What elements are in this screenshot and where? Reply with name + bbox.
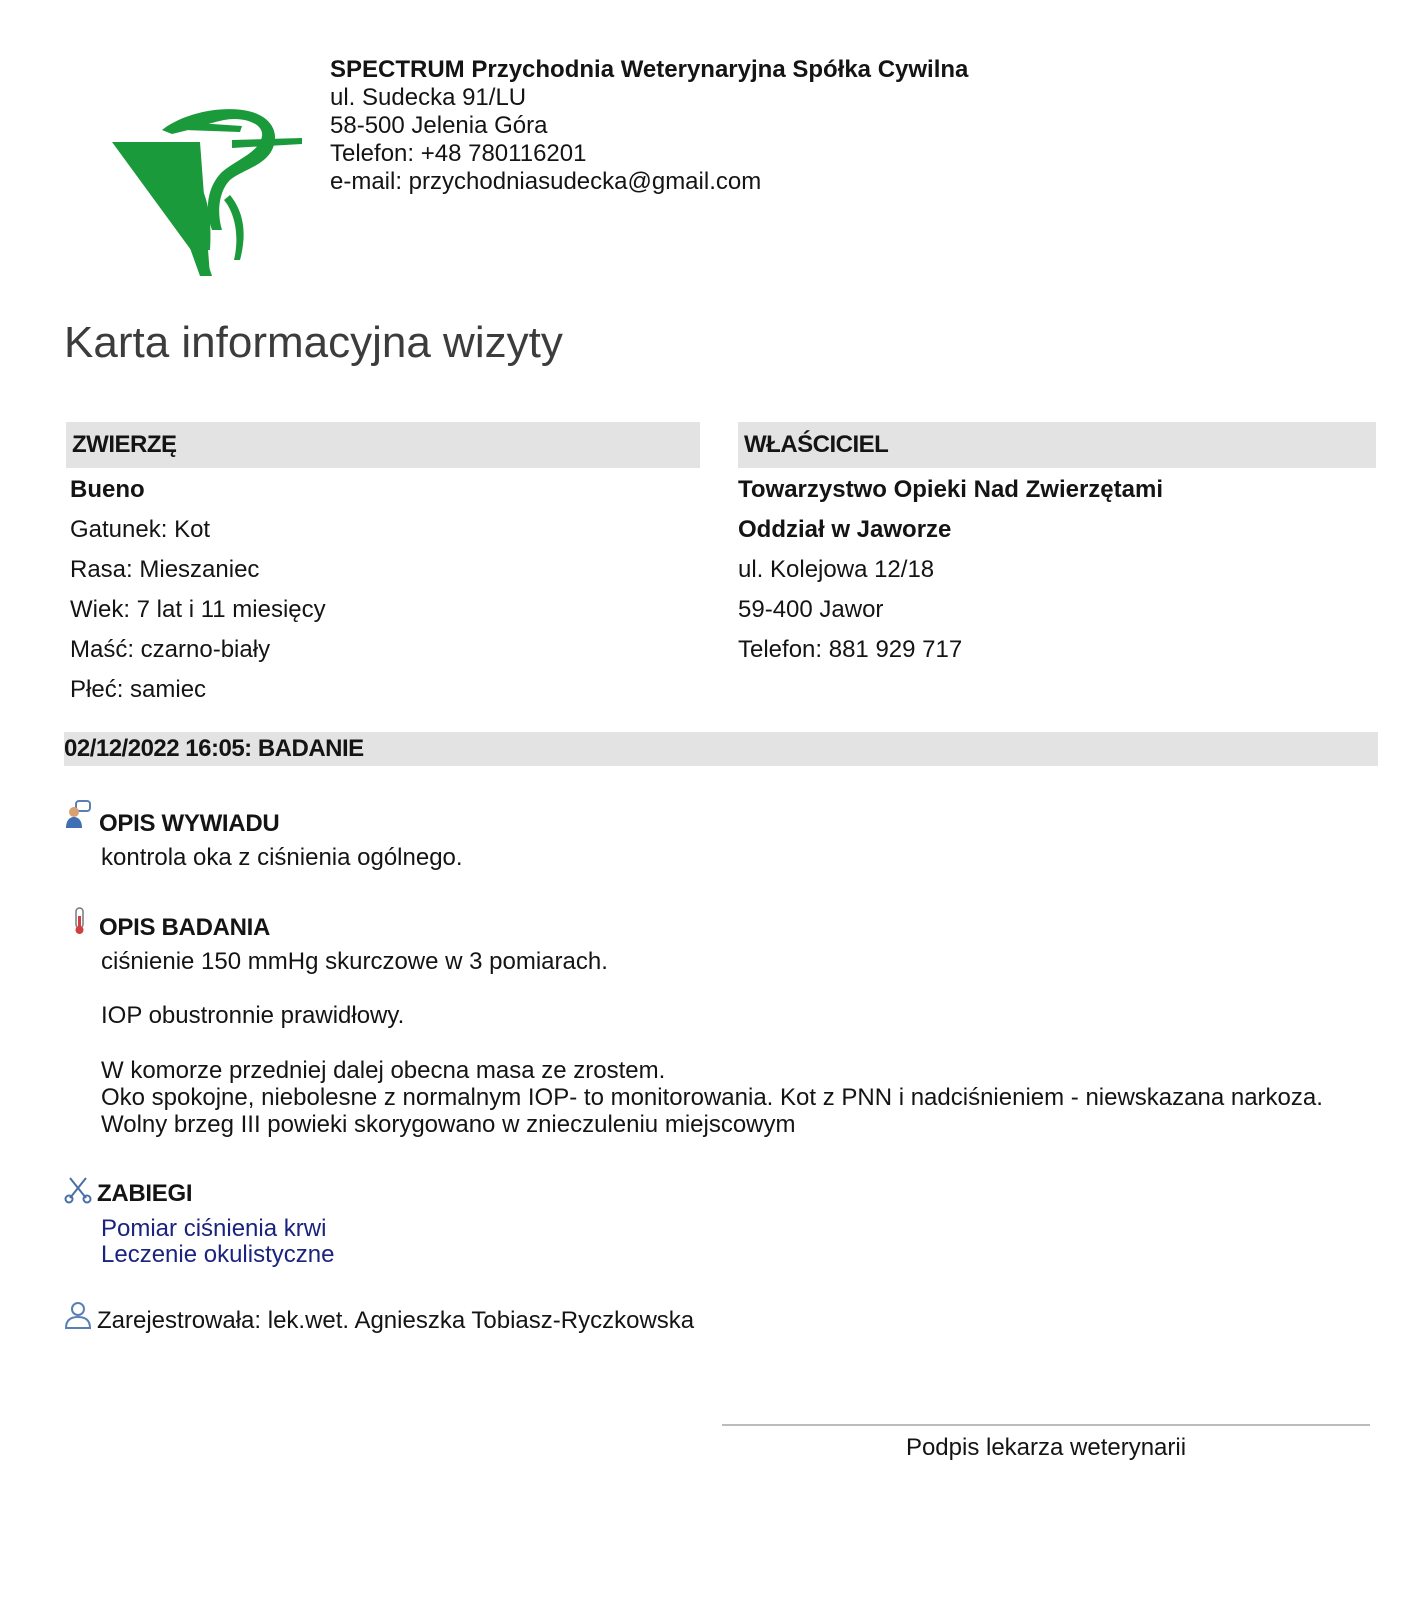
- user-icon: [64, 1300, 92, 1330]
- owner-name: Towarzystwo Opieki Nad Zwierzętami: [738, 476, 1163, 503]
- registered-by: Zarejestrowała: lek.wet. Agnieszka Tobiasz-Ryczkowska: [97, 1307, 695, 1334]
- thermometer-icon: [66, 906, 94, 936]
- exam-line-4: Oko spokojne, niebolesne z normalnym IOP- to monitorowania. Kot z PNN i nadciśnieniem - niewskazana narkoza.: [101, 1084, 1323, 1111]
- owner-phone: Telefon: 881 929 717: [738, 636, 963, 663]
- interview-title: OPIS WYWIADU: [99, 810, 280, 837]
- scissors-icon: [64, 1174, 92, 1204]
- owner-section: [738, 422, 1376, 670]
- owner-address: ul. Kolejowa 12/18: [738, 556, 935, 583]
- animal-header: ZWIERZĘ: [66, 422, 700, 468]
- owner-branch: Oddział w Jaworze: [738, 516, 952, 543]
- clinic-phone: Telefon: +48 780116201: [330, 140, 587, 167]
- visit-header: 02/12/2022 16:05: BADANIE: [64, 732, 1378, 766]
- exam-line-2: IOP obustronnie prawidłowy.: [101, 1002, 405, 1029]
- clinic-name: SPECTRUM Przychodnia Weterynaryjna Spółka Cywilna: [330, 56, 969, 83]
- procedure-item[interactable]: Leczenie okulistyczne: [101, 1241, 335, 1268]
- procedure-item[interactable]: Pomiar ciśnienia krwi: [101, 1215, 327, 1242]
- signature-label: Podpis lekarza weterynarii: [905, 1434, 1187, 1461]
- animal-color: Maść: czarno-biały: [70, 636, 271, 663]
- animal-breed: Rasa: Mieszaniec: [70, 556, 260, 583]
- clinic-city: 58-500 Jelenia Góra: [330, 112, 548, 139]
- owner-city: 59-400 Jawor: [738, 596, 884, 623]
- exam-line-3: W komorze przedniej dalej obecna masa ze zrostem.: [101, 1057, 666, 1084]
- signature-line: [722, 1424, 1370, 1426]
- interview-text: kontrola oka z ciśnienia ogólnego.: [101, 844, 463, 871]
- owner-header: WŁAŚCICIEL: [738, 422, 1376, 468]
- exam-line-5: Wolny brzeg III powieki skorygowano w znieczuleniu miejscowym: [101, 1111, 796, 1138]
- exam-title: OPIS BADANIA: [99, 914, 271, 941]
- animal-age: Wiek: 7 lat i 11 miesięcy: [70, 596, 326, 623]
- procedures-title: ZABIEGI: [97, 1180, 193, 1207]
- page-title: Karta informacyjna wizyty: [64, 318, 563, 367]
- exam-line-1: ciśnienie 150 mmHg skurczowe w 3 pomiarach.: [101, 948, 608, 975]
- clinic-logo: [112, 100, 307, 280]
- interview-person-icon: [64, 800, 92, 830]
- animal-section: [66, 422, 700, 710]
- animal-sex: Płeć: samiec: [70, 676, 207, 703]
- animal-name: Bueno: [70, 476, 145, 503]
- clinic-address: ul. Sudecka 91/LU: [330, 84, 527, 111]
- animal-species: Gatunek: Kot: [70, 516, 211, 543]
- clinic-info: [330, 56, 968, 196]
- clinic-email: e-mail: przychodniasudecka@gmail.com: [330, 168, 762, 195]
